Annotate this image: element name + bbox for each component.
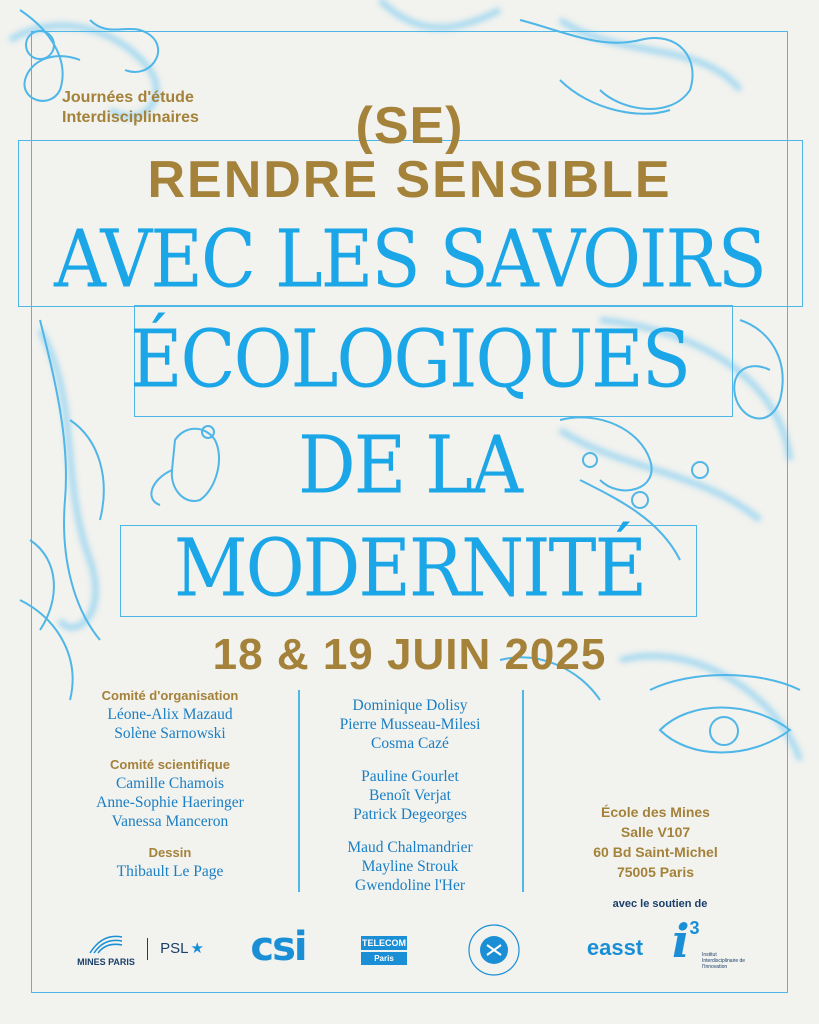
committee-heading: Comité d'organisation <box>101 688 239 703</box>
person-name: Maud Chalmandrier <box>347 839 473 856</box>
telecom-text: TELECOM <box>362 937 406 948</box>
person-name: Benoît Verjat <box>369 787 451 804</box>
i3-caption: Institut Interdisciplinaire de l'Innovation <box>702 952 746 970</box>
csi-text: csi <box>250 924 306 970</box>
i3-letter: i <box>672 914 690 968</box>
committee-column-left <box>55 688 285 895</box>
easst-logo <box>575 930 655 966</box>
person-name: Solène Sarnowski <box>114 725 226 742</box>
committee-organisation <box>55 688 285 743</box>
polytechnique-seal-icon <box>467 923 521 977</box>
venue-room: Salle V107 <box>620 824 691 840</box>
venue-street: 60 Bd Saint-Michel <box>593 844 718 860</box>
venue-address <box>548 802 763 882</box>
title-se: (SE) <box>355 97 464 155</box>
names-group-2 <box>310 767 510 824</box>
committee-heading: Dessin <box>148 845 192 860</box>
subtitle-line-1: Journées d'étude <box>62 89 194 106</box>
committee-heading: Comité scientifique <box>110 757 230 772</box>
person-name: Mayline Strouk <box>361 858 459 875</box>
subtitle-line-2: Interdisciplinaires <box>62 109 199 126</box>
title-line-3: DE LA <box>298 418 521 512</box>
title-line-1: AVEC LES SAVOIRS <box>54 212 765 306</box>
person-name: Pierre Musseau-Milesi <box>339 716 481 733</box>
person-name: Camille Chamois <box>115 775 225 792</box>
i3-superscript: 3 <box>689 918 700 938</box>
mines-paris-logo <box>70 925 142 973</box>
person-name: Anne-Sophie Haeringer <box>96 794 244 811</box>
star-icon: ★ <box>190 940 204 957</box>
column-divider-1 <box>298 690 300 892</box>
psl-logo <box>152 936 212 960</box>
person-name: Thibault Le Page <box>116 863 224 880</box>
person-name: Léone-Alix Mazaud <box>107 706 233 723</box>
names-group-3 <box>310 838 510 895</box>
telecom-paris-text: Paris <box>361 952 407 965</box>
csi-logo <box>246 922 310 972</box>
person-name: Patrick Degeorges <box>353 806 467 823</box>
easst-text: easst <box>586 935 644 960</box>
support-label: avec le soutien de <box>612 898 708 910</box>
committee-column-middle <box>310 696 510 909</box>
event-date: 18 & 19 JUIN 2025 <box>212 630 607 679</box>
i3-logo <box>672 914 752 976</box>
title-line-4: MODERNITÉ <box>173 521 646 615</box>
venue-city: 75005 Paris <box>616 864 695 880</box>
person-name: Gwendoline l'Her <box>355 877 465 894</box>
telecom-paris-logo <box>360 928 408 972</box>
polytechnique-logo <box>466 922 522 978</box>
logo-divider <box>147 938 148 960</box>
venue-name: École des Mines <box>601 804 710 820</box>
column-divider-2 <box>522 690 524 892</box>
title-rendre-sensible: RENDRE SENSIBLE <box>147 151 672 209</box>
person-name: Pauline Gourlet <box>361 768 459 785</box>
person-name: Dominique Dolisy <box>352 697 468 714</box>
person-name: Vanessa Manceron <box>111 813 229 830</box>
names-group-1 <box>310 696 510 753</box>
committee-dessin <box>55 845 285 881</box>
title-line-2: ÉCOLOGIQUES <box>129 312 690 406</box>
person-name: Cosma Cazé <box>371 735 449 752</box>
psl-text: PSL <box>160 939 189 957</box>
mines-paris-emblem-icon <box>86 931 126 957</box>
mines-paris-text: MINES PARIS <box>77 957 135 967</box>
committee-scientifique <box>55 757 285 831</box>
